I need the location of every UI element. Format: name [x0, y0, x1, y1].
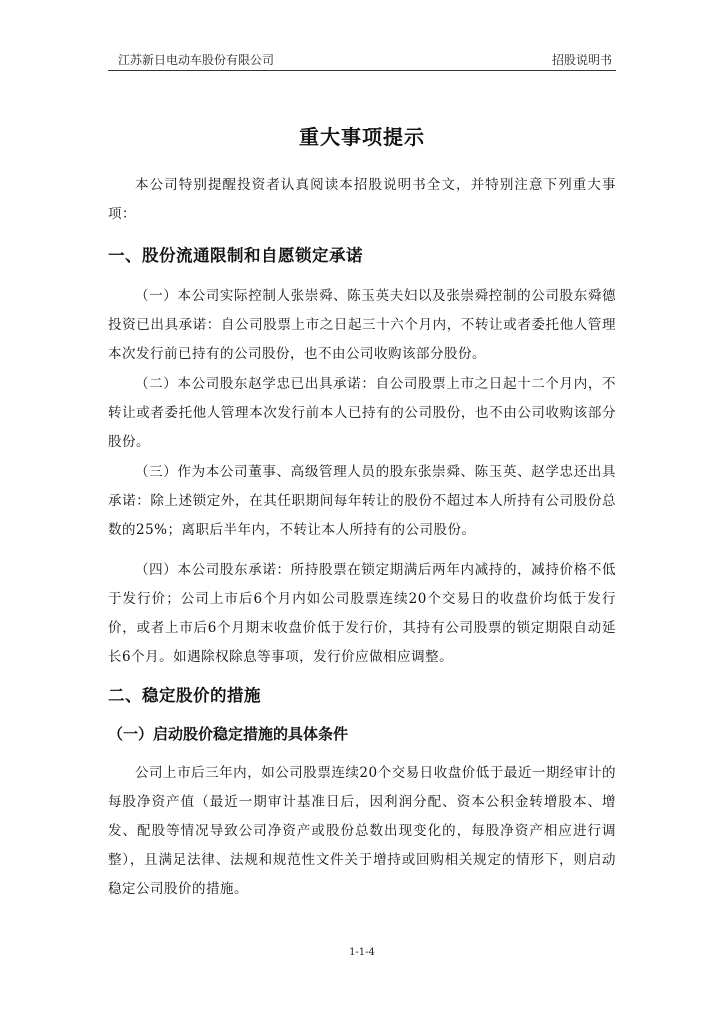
lockup-paragraph-2: （二）本公司股东赵学忠已出具承诺：自公司股票上市之日起十二个月内，不转让或者委托他人管理本次发行前本人已持有的公司股份，也不由公司收购该部分股份。: [108, 376, 616, 450]
lockup-paragraph-1: （一）本公司实际控制人张崇舜、陈玉英夫妇以及张崇舜控制的公司股东舜德投资已出具承诺：自公司股票上市之日起三十六个月内，不转让或者委托他人管理本次发行前已持有的公司股份，也不由公司收购该部分股份。: [108, 288, 616, 362]
intro-paragraph: 本公司特别提醒投资者认真阅读本招股说明书全文，并特别注意下列重大事项：: [108, 177, 616, 222]
stabilization-paragraph: 公司上市后三年内，如公司股票连续20个交易日收盘价低于最近一期经审计的每股净资产值（最近一期审计基准日后，因利润分配、资本公积金转增股本、增发、配股等情况导致公司净资产或股份总数出现变化的，每股净资产相应进行调整），且满足法律、法规和规范性文件关于增持或回购相关规定的情形下，则启动稳定公司股价的措施。: [108, 765, 616, 897]
lockup-paragraph-3: （三）作为本公司董事、高级管理人员的股东张崇舜、陈玉英、赵学忠还出具承诺：除上述锁定外，在其任职期间每年转让的股份不超过本人所持有公司股份总数的25%；离职后半年内，不转让本人所持有的公司股份。: [108, 464, 616, 538]
section-heading-lockup: 一、股份流通限制和自愿锁定承诺: [108, 246, 363, 265]
lockup-paragraph-4: （四）本公司股东承诺：所持股票在锁定期满后两年内减持的，减持价格不低于发行价；公司上市后6个月内如公司股票连续20个交易日的收盘价均低于发行价，或者上市后6个月期末收盘价低于发行价，其持有公司股票的锁定期限自动延长6个月。如遇除权除息等事项，发行价应做相应调整。: [108, 562, 616, 665]
subsection-heading-trigger-conditions: （一）启动股价稳定措施的具体条件: [108, 725, 349, 743]
page-number: 1-1-4: [349, 947, 375, 958]
page-title: 重大事项提示: [299, 125, 425, 149]
header-divider: [108, 70, 616, 71]
header-company-name: 江苏新日电动车股份有限公司: [118, 53, 275, 67]
section-heading-price-stabilization: 二、稳定股价的措施: [108, 686, 261, 705]
page-header: [108, 52, 616, 72]
header-document-type: 招股说明书: [551, 53, 612, 67]
